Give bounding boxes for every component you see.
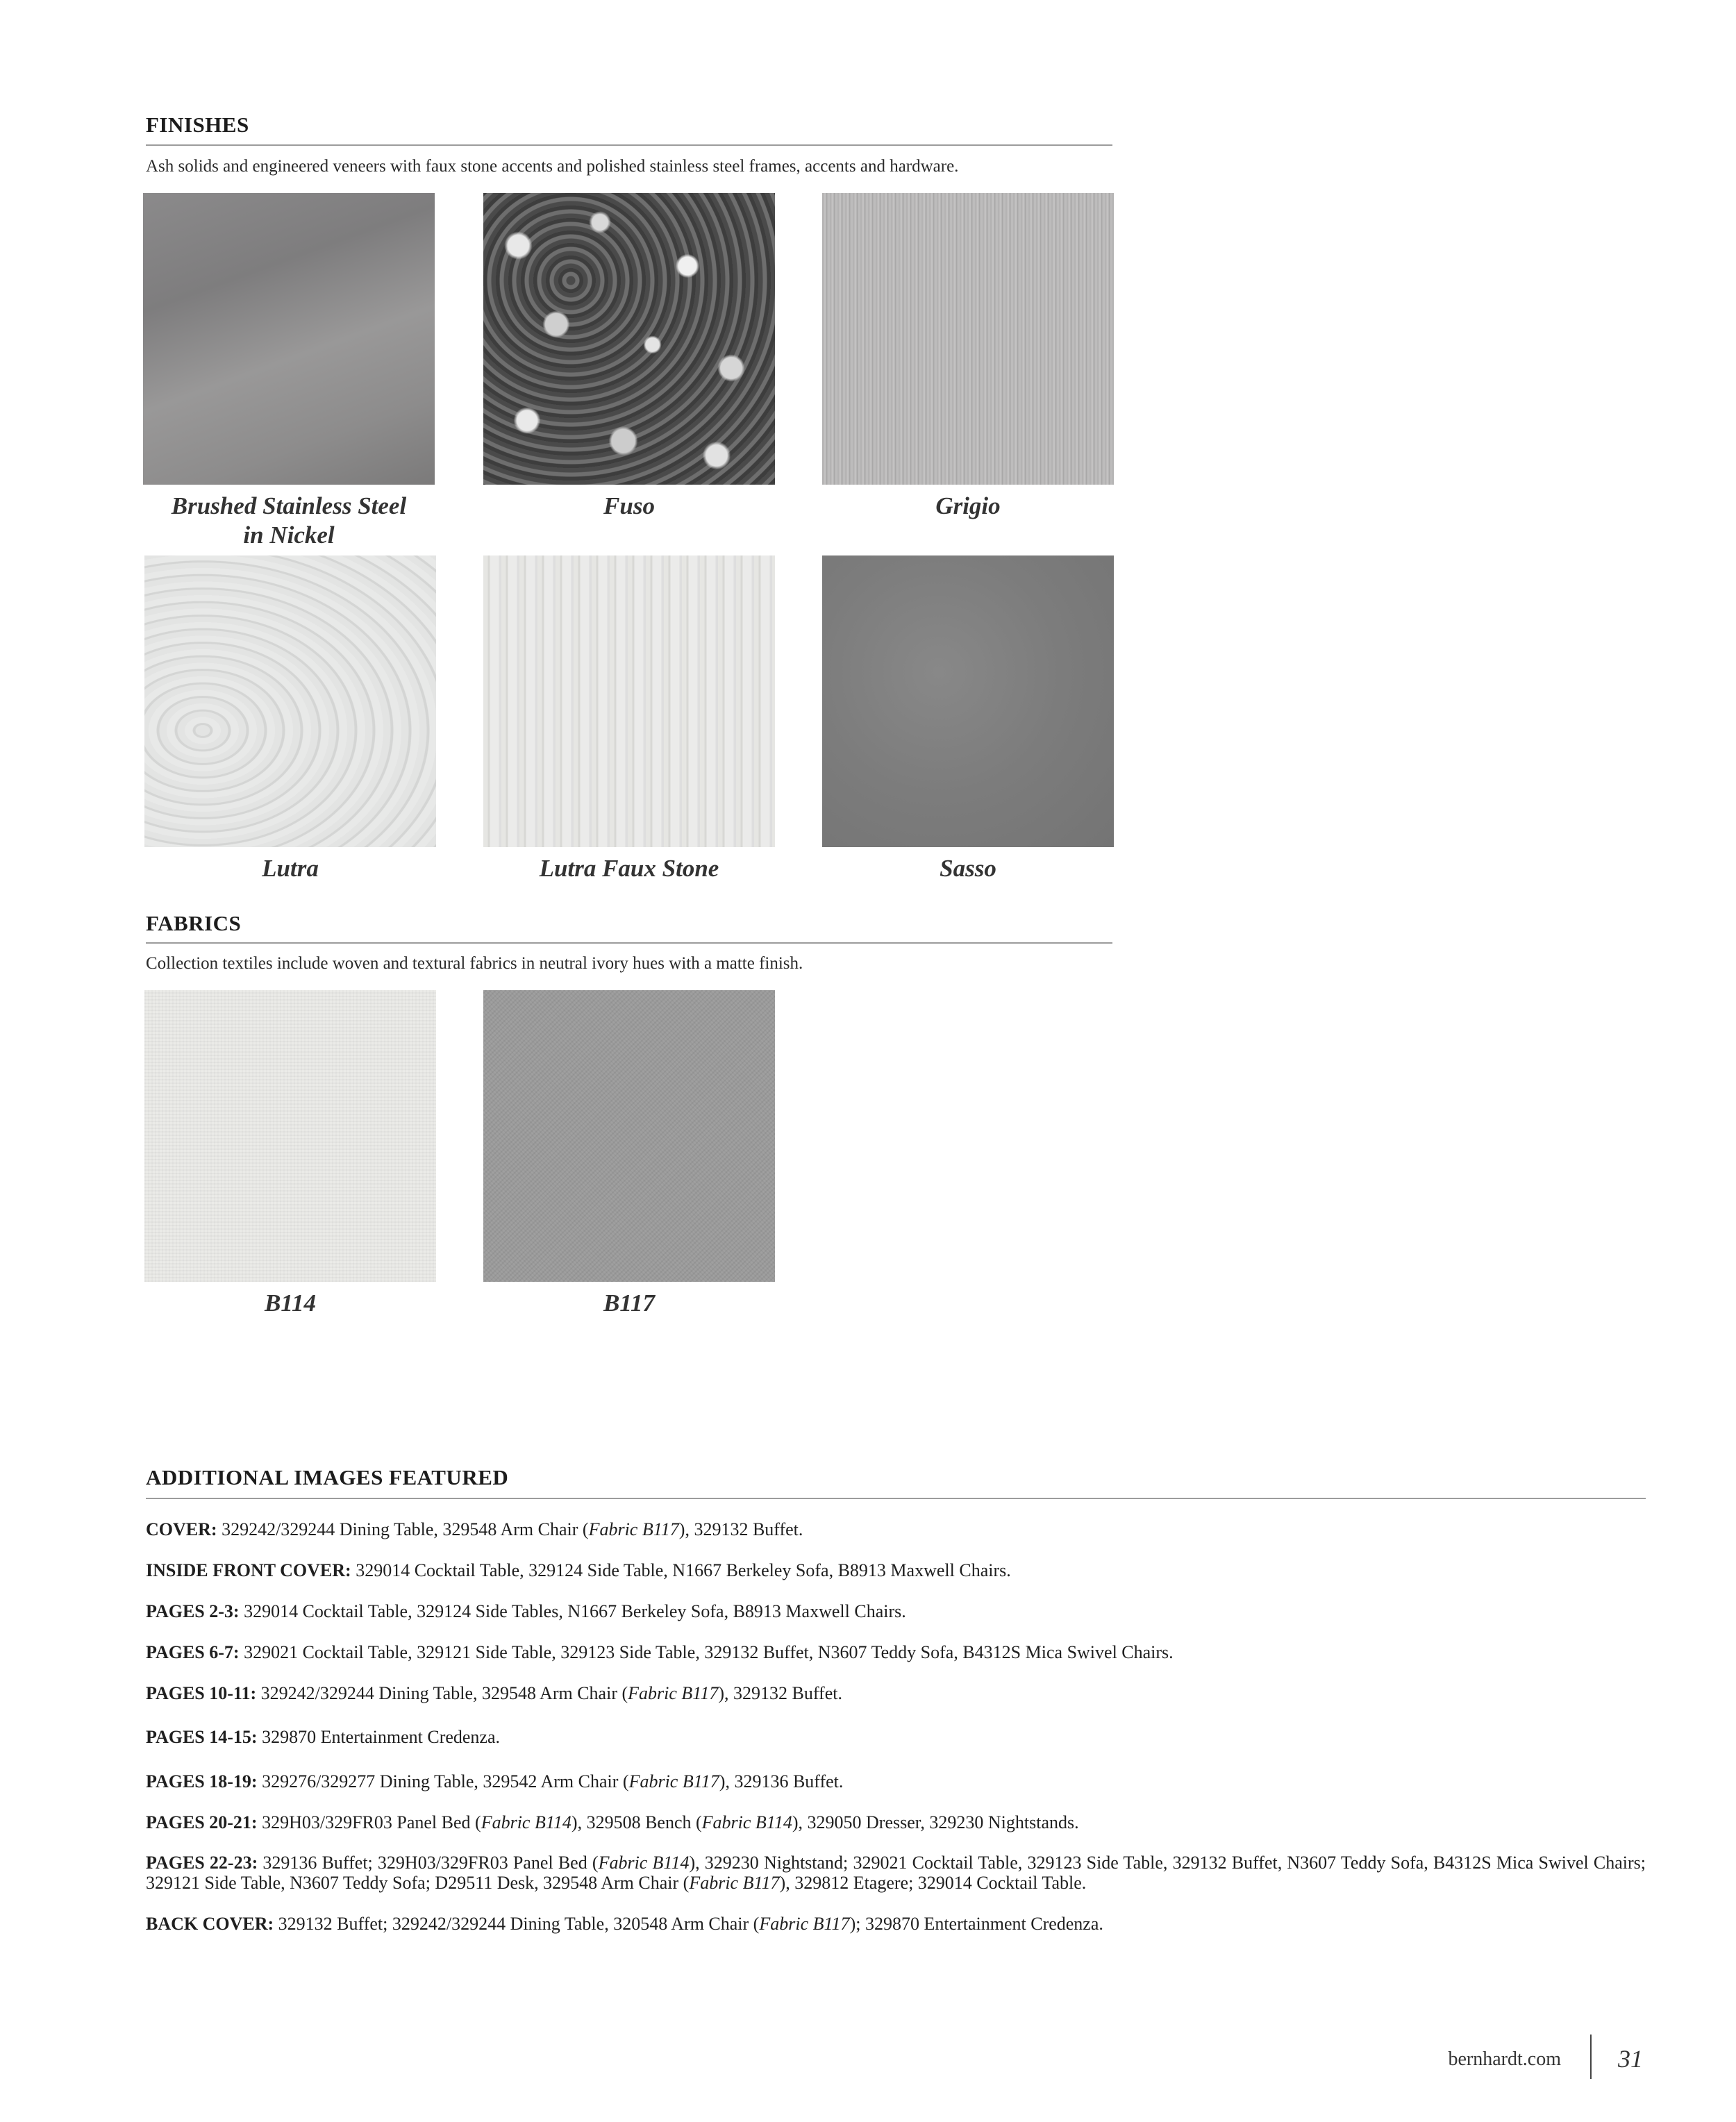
entry-text: 329014 Cocktail Table, 329124 Side Tables, N1667 Berkeley Sofa, B8913 Maxwell Chairs. [239,1601,906,1621]
fabrics-divider [146,942,1112,944]
list-item [146,1683,1646,1703]
entry-text: 329021 Cocktail Table, 329121 Side Table, 329123 Side Table, 329132 Buffet, N3607 Teddy Sofa, B4312S Mica Swivel Chairs. [239,1642,1174,1662]
list-item [146,1519,1646,1539]
swatch-caption-sasso: Sasso [940,855,996,882]
finishes-title: FINISHES [146,112,249,137]
entry-text: ); 329870 Entertainment Credenza. [849,1914,1103,1934]
entry-label: PAGES 20-21: [146,1812,258,1832]
caption-line: Brushed Stainless Steel [171,492,407,519]
swatch-caption-brushed-stainless-steel [143,492,435,550]
swatch-grigio [822,193,1114,485]
entry-label: INSIDE FRONT COVER: [146,1560,351,1580]
additional-images-divider [146,1498,1646,1499]
fabric-ref: Fabric B117 [759,1914,850,1934]
swatch-caption-grigio: Grigio [935,492,1001,519]
list-item [146,1853,1646,1893]
entry-text: 329242/329244 Dining Table, 329548 Arm Chair ( [217,1519,589,1539]
finishes-divider [146,144,1112,146]
entry-text: ), 329136 Buffet. [719,1771,844,1791]
finishes-description: Ash solids and engineered veneers with faux stone accents and polished stainless steel frames, accents and hardware. [146,157,959,176]
list-item [146,1914,1646,1934]
swatch-caption-fuso: Fuso [603,492,655,519]
entry-text: ), 329508 Bench ( [571,1812,702,1832]
entry-text: 329276/329277 Dining Table, 329542 Arm Chair ( [257,1771,629,1791]
entry-label: BACK COVER: [146,1914,274,1934]
entry-text: 329870 Entertainment Credenza. [257,1727,501,1747]
swatch-b117 [483,990,775,1282]
entry-label: COVER: [146,1519,217,1539]
swatch-caption-b114: B114 [265,1289,316,1317]
entry-text: ), 329050 Dresser, 329230 Nightstands. [792,1812,1079,1832]
swatch-brushed-stainless-steel [143,193,435,485]
entry-label: PAGES 10-11: [146,1683,257,1703]
entry-text: 329132 Buffet; 329242/329244 Dining Table, 320548 Arm Chair ( [274,1914,760,1934]
swatch-caption-lutra-faux-stone: Lutra Faux Stone [539,855,719,882]
swatch-sasso [822,555,1114,847]
entry-label: PAGES 22-23: [146,1853,258,1873]
footer-website[interactable]: bernhardt.com [1448,2048,1561,2070]
fabrics-description: Collection textiles include woven and textural fabrics in neutral ivory hues with a matte finish. [146,954,803,973]
fabric-ref: Fabric B114 [598,1853,690,1873]
list-item [146,1812,1646,1832]
entry-text: 329014 Cocktail Table, 329124 Side Table, N1667 Berkeley Sofa, B8913 Maxwell Chairs. [351,1560,1011,1580]
list-item [146,1601,1646,1621]
additional-images-title: ADDITIONAL IMAGES FEATURED [146,1465,509,1489]
entry-label: PAGES 2-3: [146,1601,240,1621]
entry-text: 329242/329244 Dining Table, 329548 Arm Chair ( [256,1683,628,1703]
swatch-b114 [144,990,436,1282]
entry-label: PAGES 6-7: [146,1642,240,1662]
footer-divider [1590,2035,1592,2079]
entry-text: ), 329812 Etagere; 329014 Cocktail Table. [779,1873,1087,1893]
entry-text: ), 329230 Nightstand; 329021 Cocktail Table, 329123 Side Table, 329132 Buffet, N3607 Teddy Sofa, B4312S Mica Swivel Chairs; 329121 Side Table, N3607 Teddy Sofa; D29511 Desk, 329548 Arm Chair ( [146,1853,1646,1893]
fabric-ref: Fabric B117 [689,1873,780,1893]
list-item [146,1642,1646,1662]
fabric-ref: Fabric B117 [628,1771,719,1791]
swatch-lutra [144,555,436,847]
entry-label: PAGES 14-15: [146,1727,258,1747]
fabric-ref: Fabric B114 [701,1812,792,1832]
fabric-ref: Fabric B117 [588,1519,679,1539]
entry-text: 329H03/329FR03 Panel Bed ( [257,1812,481,1832]
entry-text: ), 329132 Buffet. [718,1683,842,1703]
page-number: 31 [1618,2045,1643,2073]
swatch-caption-b117: B117 [603,1289,655,1317]
list-item [146,1727,1646,1747]
list-item [146,1771,1646,1791]
fabric-ref: Fabric B114 [481,1812,571,1832]
entry-text: ), 329132 Buffet. [678,1519,803,1539]
swatch-lutra-faux-stone [483,555,775,847]
fabric-ref: Fabric B117 [628,1683,719,1703]
entry-label: PAGES 18-19: [146,1771,258,1791]
fabrics-title: FABRICS [146,911,242,935]
list-item [146,1560,1646,1580]
entry-text: 329136 Buffet; 329H03/329FR03 Panel Bed ( [258,1853,599,1873]
swatch-caption-lutra: Lutra [262,855,319,882]
swatch-fuso [483,193,775,485]
caption-line: in Nickel [243,521,335,549]
